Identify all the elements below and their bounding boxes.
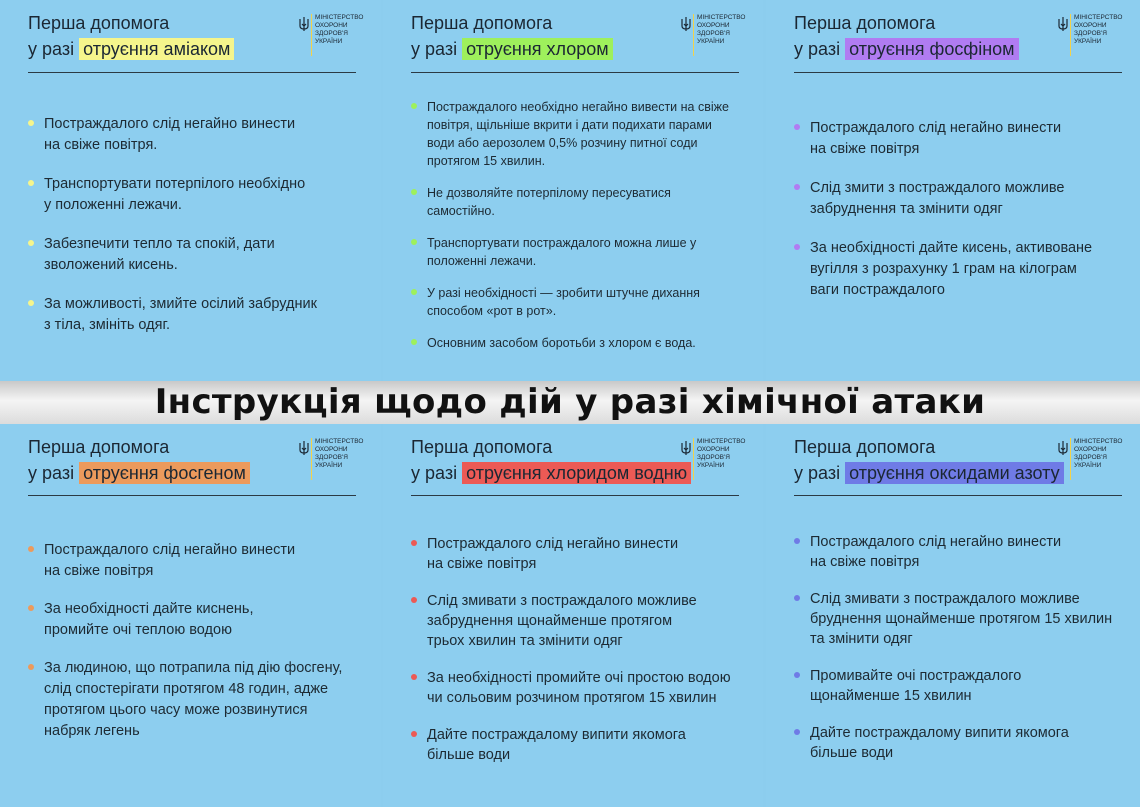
- logo-text: МІНІСТЕРСТВО ОХОРОНИ ЗДОРОВ'Я УКРАЇНИ: [697, 14, 746, 45]
- list-item-text: протягом 15 хвилин.: [427, 154, 546, 168]
- card-title-line1: Перша допомога: [411, 437, 553, 457]
- card-title-line2: [794, 460, 1064, 486]
- list-item-text: Постраждалого слід негайно винести: [427, 536, 679, 552]
- ministry-logo: [1058, 14, 1123, 56]
- instruction-list: [28, 114, 363, 354]
- instruction-list: [794, 118, 1122, 319]
- card-chlorine: [383, 0, 763, 381]
- title-rule: [411, 495, 739, 496]
- bullet-icon: [28, 180, 34, 186]
- list-item-text: Постраждалого слід негайно винести: [44, 542, 296, 558]
- list-item-text: За можливості, змийте осілий забрудник: [44, 296, 317, 312]
- title-rule: [28, 72, 356, 73]
- ministry-logo: [1058, 438, 1123, 480]
- list-item-text: на свіже повітря: [810, 141, 920, 157]
- list-item: [411, 184, 745, 220]
- list-item-text: За людиною, що потрапила під дію фосгену,: [44, 660, 343, 676]
- logo-divider: [693, 438, 694, 480]
- list-item-text: трьох хвилин та змінити одяг: [427, 633, 623, 649]
- bullet-icon: [28, 240, 34, 246]
- logo-divider: [693, 14, 694, 56]
- card-title-prefix: у разі: [794, 39, 846, 59]
- bullet-icon: [411, 103, 417, 109]
- list-item: [411, 591, 745, 651]
- card-title-highlight: отруєння аміаком: [79, 38, 234, 60]
- list-item-text: самостійно.: [427, 204, 495, 218]
- ministry-logo: [681, 438, 746, 480]
- banner: [0, 381, 1140, 424]
- list-item-text: слід спостерігати протягом 48 годин, адже: [44, 681, 329, 697]
- list-item: [794, 589, 1122, 649]
- list-item-text: більше води: [427, 747, 511, 763]
- card-title-highlight: отруєння оксидами азоту: [845, 462, 1064, 484]
- logo-divider: [1070, 14, 1071, 56]
- card-hydrogen-chloride: [383, 424, 763, 807]
- list-item-text: Постраждалого слід негайно винести: [810, 534, 1062, 550]
- list-item-text: промийте очі теплою водою: [44, 622, 232, 638]
- banner-title: Інструкція щодо дій у разі хімічної атаки: [154, 382, 986, 422]
- bullet-icon: [411, 540, 417, 546]
- list-item-text: на свіже повітря.: [44, 137, 158, 153]
- trident-icon: [681, 440, 691, 456]
- list-item: [411, 284, 745, 320]
- list-item-text: способом «рот в рот».: [427, 304, 557, 318]
- list-item-text: протягом цього часу може розвинутися: [44, 702, 308, 718]
- list-item-text: на свіже повітря: [427, 556, 537, 572]
- bullet-icon: [411, 597, 417, 603]
- card-title-highlight: отруєння фосгеном: [79, 462, 250, 484]
- card-ammonia: [0, 0, 381, 381]
- logo-text: МІНІСТЕРСТВО ОХОРОНИ ЗДОРОВ'Я УКРАЇНИ: [315, 14, 364, 45]
- ministry-logo: [681, 14, 746, 56]
- logo-text: МІНІСТЕРСТВО ОХОРОНИ ЗДОРОВ'Я УКРАЇНИ: [1074, 14, 1123, 45]
- bullet-icon: [794, 538, 800, 544]
- list-item-text: Забезпечити тепло та спокій, дати: [44, 236, 275, 252]
- bullet-icon: [794, 672, 800, 678]
- card-phosgene: [0, 424, 381, 807]
- bullet-icon: [794, 124, 800, 130]
- list-item-text: Промивайте очі постраждалого: [810, 668, 1022, 684]
- bullet-icon: [411, 339, 417, 345]
- bullet-icon: [794, 184, 800, 190]
- list-item-text: Постраждалого слід негайно винести: [810, 120, 1062, 136]
- list-item-text: За необхідності дайте киснень,: [44, 601, 254, 617]
- list-item-text: ваги постраждалого: [810, 282, 945, 298]
- card-title-prefix: у разі: [794, 463, 846, 483]
- list-item-text: Не дозволяйте потерпілому пересуватися: [427, 186, 671, 200]
- title-rule: [794, 495, 1122, 496]
- list-item-text: Слід змивати з постраждалого можливе: [810, 591, 1080, 607]
- card-title: [28, 434, 250, 486]
- list-item-text: та змінити одяг: [810, 631, 913, 647]
- list-item-text: положенні лежачи.: [427, 254, 537, 268]
- list-item: [411, 98, 745, 170]
- title-rule: [794, 72, 1122, 73]
- bullet-icon: [411, 239, 417, 245]
- bullet-icon: [28, 546, 34, 552]
- bullet-icon: [411, 289, 417, 295]
- bullet-icon: [28, 664, 34, 670]
- card-title: [411, 10, 613, 62]
- card-title-prefix: у разі: [28, 39, 80, 59]
- list-item: [411, 334, 745, 352]
- bullet-icon: [28, 120, 34, 126]
- bullet-icon: [411, 674, 417, 680]
- card-title-highlight: отруєння хлором: [462, 38, 613, 60]
- bullet-icon: [411, 731, 417, 737]
- logo-text: МІНІСТЕРСТВО ОХОРОНИ ЗДОРОВ'Я УКРАЇНИ: [315, 438, 364, 469]
- trident-icon: [299, 16, 309, 32]
- card-phosphine: [766, 0, 1140, 381]
- bullet-icon: [794, 244, 800, 250]
- card-title: [794, 10, 1019, 62]
- bullet-icon: [411, 189, 417, 195]
- list-item: [794, 532, 1122, 572]
- list-item: [28, 294, 363, 336]
- card-title-line2: [28, 460, 250, 486]
- instruction-list: [411, 98, 745, 366]
- list-item-text: щонайменше 15 хвилин: [810, 688, 972, 704]
- instruction-list: [794, 532, 1122, 780]
- list-item-text: більше води: [810, 745, 894, 761]
- list-item-text: Основним засобом боротьби з хлором є вода.: [427, 336, 696, 350]
- list-item-text: За необхідності промийте очі простою водою: [427, 670, 731, 686]
- card-title-line1: Перша допомога: [411, 13, 553, 33]
- list-item-text: Транспортувати потерпілого необхідно: [44, 176, 306, 192]
- card-title: [411, 434, 691, 486]
- card-title: [794, 434, 1064, 486]
- card-title-prefix: у разі: [411, 463, 463, 483]
- bullet-icon: [794, 729, 800, 735]
- card-title-line2: [794, 36, 1019, 62]
- list-item-text: Дайте постраждалому випити якомога: [427, 727, 686, 743]
- list-item-text: з тіла, змініть одяг.: [44, 317, 171, 333]
- list-item-text: Постраждалого слід негайно винести: [44, 116, 296, 132]
- instruction-list: [411, 534, 745, 782]
- list-item: [411, 668, 745, 708]
- card-title-line1: Перша допомога: [28, 437, 170, 457]
- list-item-text: зволожений кисень.: [44, 257, 178, 273]
- title-rule: [411, 72, 739, 73]
- title-rule: [28, 495, 356, 496]
- list-item: [28, 658, 363, 742]
- card-title-line2: [411, 36, 613, 62]
- ministry-logo: [299, 438, 364, 480]
- list-item-text: бруднення щонайменше протягом 15 хвилин: [810, 611, 1113, 627]
- logo-divider: [311, 14, 312, 56]
- list-item-text: на свіже повітря: [810, 554, 920, 570]
- card-title-line1: Перша допомога: [794, 437, 936, 457]
- trident-icon: [1058, 16, 1068, 32]
- list-item: [411, 534, 745, 574]
- instruction-list: [28, 540, 363, 759]
- logo-divider: [1070, 438, 1071, 480]
- list-item-text: Транспортувати постраждалого можна лише у: [427, 236, 697, 250]
- list-item-text: на свіже повітря: [44, 563, 154, 579]
- trident-icon: [299, 440, 309, 456]
- card-title-highlight: отруєння фосфіном: [845, 38, 1018, 60]
- list-item: [28, 174, 363, 216]
- card-title-line2: [411, 460, 691, 486]
- list-item-text: За необхідності дайте кисень, активоване: [810, 240, 1093, 256]
- list-item-text: забруднення щонайменше протягом: [427, 613, 673, 629]
- card-title-highlight: отруєння хлоридом водню: [462, 462, 691, 484]
- trident-icon: [1058, 440, 1068, 456]
- logo-divider: [311, 438, 312, 480]
- list-item-text: Слід змивати з постраждалого можливе: [427, 593, 697, 609]
- list-item: [28, 234, 363, 276]
- list-item: [411, 725, 745, 765]
- list-item: [28, 540, 363, 582]
- list-item: [794, 666, 1122, 706]
- card-title-prefix: у разі: [28, 463, 80, 483]
- list-item: [794, 238, 1122, 301]
- list-item-text: у положенні лежачи.: [44, 197, 182, 213]
- list-item: [794, 723, 1122, 763]
- list-item: [28, 599, 363, 641]
- ministry-logo: [299, 14, 364, 56]
- card-nitrogen-oxides: [766, 424, 1140, 807]
- list-item-text: повітря, щільніше вкрити і дати подихати парами: [427, 118, 712, 132]
- bullet-icon: [28, 300, 34, 306]
- list-item: [411, 234, 745, 270]
- list-item-text: У разі необхідності — зробити штучне дихання: [427, 286, 700, 300]
- list-item-text: вугілля з розрахунку 1 грам на кілограм: [810, 261, 1077, 277]
- trident-icon: [681, 16, 691, 32]
- list-item: [794, 118, 1122, 160]
- list-item: [28, 114, 363, 156]
- card-title-line2: [28, 36, 234, 62]
- list-item-text: забруднення та змінити одяг: [810, 201, 1003, 217]
- logo-text: МІНІСТЕРСТВО ОХОРОНИ ЗДОРОВ'Я УКРАЇНИ: [697, 438, 746, 469]
- bullet-icon: [28, 605, 34, 611]
- list-item-text: Постраждалого необхідно негайно вивести на свіже: [427, 100, 729, 114]
- list-item-text: чи сольовим розчином протягом 15 хвилин: [427, 690, 717, 706]
- list-item-text: води або аерозолем 0,5% розчину питної соди: [427, 136, 698, 150]
- card-title: [28, 10, 234, 62]
- list-item-text: набряк легень: [44, 723, 140, 739]
- card-title-line1: Перша допомога: [28, 13, 170, 33]
- card-title-line1: Перша допомога: [794, 13, 936, 33]
- card-title-prefix: у разі: [411, 39, 463, 59]
- list-item-text: Слід змити з постраждалого можливе: [810, 180, 1065, 196]
- list-item-text: Дайте постраждалому випити якомога: [810, 725, 1069, 741]
- list-item: [794, 178, 1122, 220]
- bullet-icon: [794, 595, 800, 601]
- logo-text: МІНІСТЕРСТВО ОХОРОНИ ЗДОРОВ'Я УКРАЇНИ: [1074, 438, 1123, 469]
